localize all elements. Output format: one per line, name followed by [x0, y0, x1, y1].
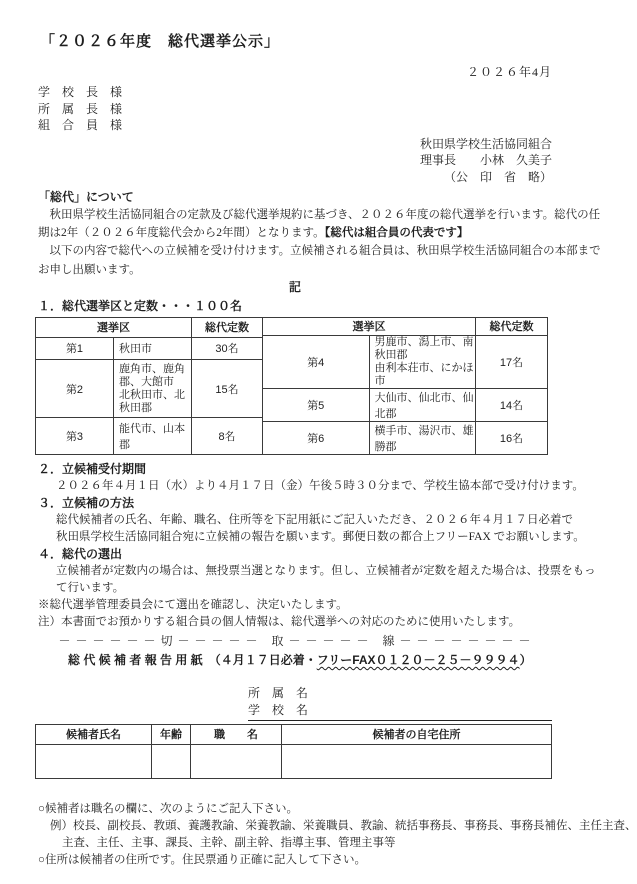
field-affiliation-label: 所 属 名 [248, 685, 309, 700]
district-seats: 15名 [192, 359, 263, 418]
about-paragraph-line: 秋田県学校生活協同組合の定款及び総代選挙規約に基づき、２０２６年度の総代選挙を行います。総代の任 [38, 209, 601, 221]
section2-body: ２０２６年４月１日（水）より４月１７日（金）午後５時３０分まで、学校生協本部で受け付けます。 [56, 479, 584, 492]
sender-block [38, 136, 552, 186]
district-no: 第3 [36, 418, 114, 454]
district-no: 第1 [36, 337, 114, 359]
sender-seal-note: （公 印 省 略） [443, 169, 552, 184]
district-area-line: 由利本荘市、にかほ市 [374, 361, 474, 387]
section3-heading: ３．立候補の方法 [38, 495, 135, 510]
sender-org: 秋田県学校生活協同組合 [419, 136, 552, 151]
district-area: 横手市、湯沢市、雄勝郡 [369, 421, 476, 454]
ki-marker: 記 [288, 279, 301, 294]
table-row [263, 388, 548, 421]
form-fields [248, 685, 552, 721]
district-area-line: 北秋田市、北秋田郡 [119, 388, 185, 414]
district-area [114, 359, 192, 418]
about-paragraph-line: お申し出願います。 [38, 263, 141, 276]
form-title-text: 総 代 候 補 者 報 告 用 紙 [68, 652, 203, 667]
district-no: 第6 [263, 421, 370, 454]
table-row [263, 421, 548, 454]
about-paragraph-line: 以下の内容で総代への立候補を受け付けます。立候補される組合員は、秋田県学校生活協同組合の本部まで [38, 245, 601, 258]
about-heading: 「総代」について [38, 190, 134, 204]
table-row [36, 418, 263, 454]
cut-line: － － － － － － 切 － － － － － 取 － － － － － 線 － － － － － － － － [58, 633, 532, 648]
district-seats: 8名 [192, 418, 263, 454]
table-row [36, 359, 263, 418]
district-area-line: 男鹿市、潟上市、南秋田郡 [374, 335, 474, 361]
district-seats: 16名 [476, 421, 548, 454]
section2-heading: ２．立候補受付期間 [38, 461, 147, 476]
about-p1l2-emphasis: 【総代は組合員の代表です】 [324, 227, 469, 240]
recipient-school-head: 学 校 長 様 [38, 85, 123, 99]
form-fax-number: フリーFAX０１２０－２５－９９９４ [316, 652, 520, 667]
form-title-note-pre: （４月１７日必着・ [202, 652, 317, 667]
section1-heading: １．総代選挙区と定数・・・１００名 [38, 298, 243, 313]
column-header-candidate-name: 候補者氏名 [36, 724, 152, 744]
document-page [0, 30, 637, 884]
footer-note-job-examples: 例）校長、副校長、教頭、養護教諭、栄養教諭、栄養職員、教諭、統括事務長、事務長、事務長補佐、主任主査、 [50, 819, 637, 832]
table-row [263, 335, 548, 388]
column-header-seats: 総代定数 [476, 317, 548, 335]
district-area: 秋田市 [114, 337, 192, 359]
form-title-note-post: ） [519, 652, 532, 667]
footer-note-job-examples-cont: 主査、主任、主事、課長、主幹、副主幹、指導主事、管理主事等 [62, 836, 396, 849]
column-header-job-title: 職 名 [191, 724, 282, 744]
recipient-member: 組 合 員 様 [38, 118, 123, 132]
issue-date: ２０２６年4月 [466, 65, 552, 79]
about-paragraph-line [38, 224, 552, 242]
section4-body-line: 立候補者が定数内の場合は、無投票当選となります。但し、立候補者が定数を超えた場合は、投票をもっ [56, 564, 596, 577]
district-table-right [262, 317, 548, 455]
candidate-age-cell [152, 744, 191, 778]
column-header-district: 選挙区 [263, 317, 476, 335]
district-area-line: 鹿角市、鹿角郡、大館市 [119, 362, 185, 388]
district-no: 第4 [263, 335, 370, 388]
district-area [369, 335, 476, 388]
column-header-age: 年齢 [152, 724, 191, 744]
page-title: 「２０２６年度 総代選挙公示」 [40, 33, 281, 50]
section4-body-line: て行います。 [56, 581, 125, 594]
recipient-dept-head: 所 属 長 様 [38, 101, 123, 116]
footer-note-address-instruction: ○住所は候補者の住所です。住民票通り正確に記入して下さい。 [38, 853, 367, 866]
column-header-seats: 総代定数 [192, 317, 263, 337]
form-title [38, 651, 552, 669]
field-school-label: 学 校 名 [248, 702, 552, 721]
note-confirmation: ※総代選挙管理委員会にて選出を確認し、決定いたします。 [38, 598, 348, 611]
section4-heading: ４．総代の選出 [38, 546, 123, 561]
district-seats: 14名 [476, 388, 548, 421]
column-header-home-address: 候補者の自宅住所 [282, 724, 552, 744]
candidate-entry-row [36, 744, 552, 778]
section3-body-line: 総代候補者の氏名、年齢、職名、住所等を下記用紙にご記入いただき、２０２６年４月１７日必着で [56, 513, 574, 526]
footer-notes [38, 801, 637, 869]
district-table-left [35, 317, 263, 455]
column-header-district: 選挙区 [36, 317, 192, 337]
recipients-block [38, 84, 552, 134]
section3-body-line: 秋田県学校生活協同組合宛に立候補の報告を願います。郵便日数の都合上フリーFAX でお願いします。 [56, 530, 585, 543]
district-area: 能代市、山本郡 [114, 418, 192, 454]
candidate-table [35, 724, 552, 779]
candidate-address-cell [282, 744, 552, 778]
district-no: 第2 [36, 359, 114, 418]
district-no: 第5 [263, 388, 370, 421]
note-privacy: 注）本書面でお預かりする組合員の個人情報は、総代選挙への対応のために使用いたします。 [38, 615, 521, 628]
sender-chief: 理事長 小林 久美子 [419, 153, 552, 167]
candidate-name-cell [36, 744, 152, 778]
district-seats: 30名 [192, 337, 263, 359]
candidate-job-cell [191, 744, 282, 778]
table-row [36, 337, 263, 359]
footer-note-job-instruction: ○候補者は職名の欄に、次のようにご記入下さい。 [38, 802, 298, 815]
about-p1l2-text: 期は2年（２０２６年度総代会から2年間）となります。 [38, 227, 325, 240]
district-tables [35, 317, 552, 455]
district-area: 大仙市、仙北市、仙北郡 [369, 388, 476, 421]
district-seats: 17名 [476, 335, 548, 388]
